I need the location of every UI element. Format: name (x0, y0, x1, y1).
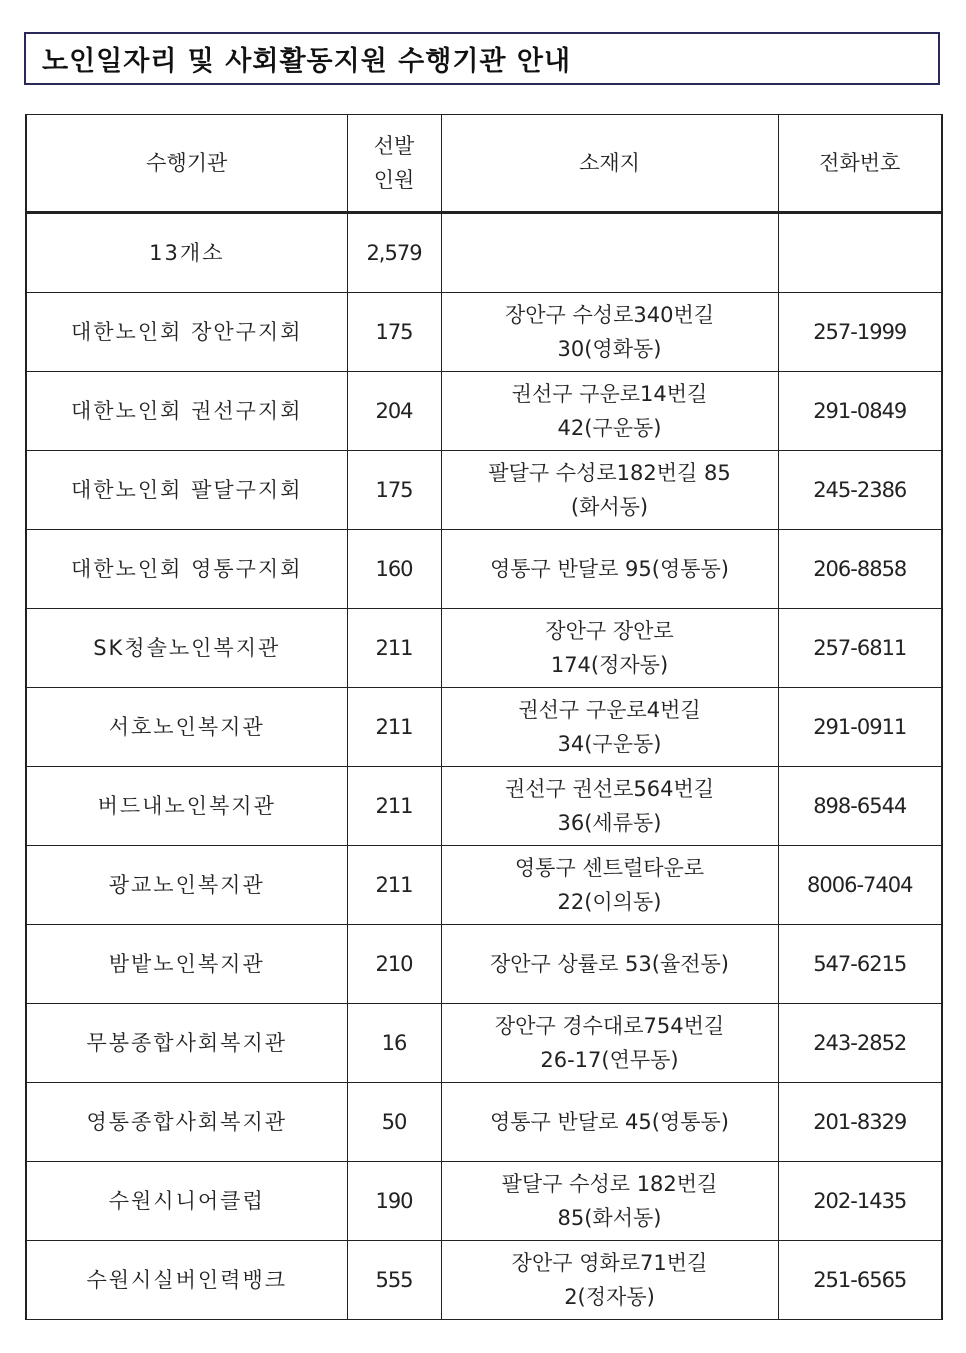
address (441, 530, 778, 609)
selected-count: 175 (347, 293, 441, 372)
org-name: 대한노인회 영통구지회 (26, 530, 347, 609)
address-line1: 팔달구 수성로 182번길 (501, 1172, 718, 1196)
address-line1: 영통구 센트럴타운로 (514, 856, 705, 880)
address-line2: 30(영화동) (557, 337, 662, 361)
org-name: 광교노인복지관 (26, 846, 347, 925)
org-name: SK청솔노인복지관 (26, 609, 347, 688)
table-row (26, 1004, 942, 1083)
address-line2: 42(구운동) (557, 416, 662, 440)
org-name: 대한노인회 권선구지회 (26, 372, 347, 451)
summary-row (26, 213, 942, 293)
org-name: 서호노인복지관 (26, 688, 347, 767)
table-row (26, 688, 942, 767)
phone-number: 201-8329 (778, 1083, 942, 1162)
address (441, 846, 778, 925)
address-line1: 권선구 구운로4번길 (518, 698, 701, 722)
org-name: 수원시실버인력뱅크 (26, 1241, 347, 1320)
address-line1: 권선구 권선로564번길 (504, 777, 715, 801)
address (441, 1241, 778, 1320)
address-line1: 장안구 영화로71번길 (511, 1251, 708, 1275)
phone-number: 251-6565 (778, 1241, 942, 1320)
org-name: 영통종합사회복지관 (26, 1083, 347, 1162)
phone-number: 245-2386 (778, 451, 942, 530)
summary-count: 2,579 (347, 213, 441, 293)
address-line2: 174(정자동) (550, 653, 669, 677)
phone-number: 202-1435 (778, 1162, 942, 1241)
org-name: 대한노인회 팔달구지회 (26, 451, 347, 530)
address (441, 767, 778, 846)
selected-count: 16 (347, 1004, 441, 1083)
agency-table (25, 114, 943, 1320)
address-line2: 85(화서동) (557, 1206, 662, 1230)
header-count (347, 115, 441, 213)
org-name: 수원시니어클럽 (26, 1162, 347, 1241)
selected-count: 210 (347, 925, 441, 1004)
address-line1: 영통구 반달로 95(영통동) (489, 557, 730, 581)
address (441, 688, 778, 767)
address-line2: 34(구운동) (557, 732, 662, 756)
address-line2: 26-17(연무동) (540, 1048, 679, 1072)
address (441, 1004, 778, 1083)
selected-count: 211 (347, 688, 441, 767)
table-row (26, 530, 942, 609)
address-line1: 장안구 수성로340번길 (504, 303, 715, 327)
org-name: 밤밭노인복지관 (26, 925, 347, 1004)
selected-count: 204 (347, 372, 441, 451)
address-line1: 팔달구 수성로182번길 85 (488, 461, 731, 485)
header-count-line2: 인원 (373, 168, 415, 192)
selected-count: 160 (347, 530, 441, 609)
table-row (26, 846, 942, 925)
address-line2: 22(이의동) (557, 890, 662, 914)
selected-count: 555 (347, 1241, 441, 1320)
header-count-line1: 선발 (373, 134, 415, 158)
phone-number: 206-8858 (778, 530, 942, 609)
address (441, 293, 778, 372)
address-line1: 장안구 상률로 53(율전동) (489, 952, 730, 976)
phone-number: 898-6544 (778, 767, 942, 846)
table-row (26, 767, 942, 846)
org-name: 무봉종합사회복지관 (26, 1004, 347, 1083)
table-row (26, 925, 942, 1004)
address (441, 1083, 778, 1162)
address (441, 451, 778, 530)
selected-count: 211 (347, 609, 441, 688)
selected-count: 190 (347, 1162, 441, 1241)
address-line1: 장안구 장안로 (545, 619, 674, 643)
header-org: 수행기관 (26, 115, 347, 213)
selected-count: 50 (347, 1083, 441, 1162)
org-name: 대한노인회 장안구지회 (26, 293, 347, 372)
address-line1: 권선구 구운로14번길 (511, 382, 708, 406)
table-row (26, 609, 942, 688)
table-row (26, 1162, 942, 1241)
phone-number: 257-6811 (778, 609, 942, 688)
address-line2: (화서동) (570, 495, 649, 519)
header-address: 소재지 (441, 115, 778, 213)
summary-phone (778, 213, 942, 293)
table-row (26, 1083, 942, 1162)
summary-org: 13개소 (26, 213, 347, 293)
org-name: 버드내노인복지관 (26, 767, 347, 846)
summary-address (441, 213, 778, 293)
phone-number: 8006-7404 (778, 846, 942, 925)
address (441, 372, 778, 451)
header-row (26, 115, 942, 213)
selected-count: 211 (347, 846, 441, 925)
address-line2: 2(정자동) (564, 1285, 655, 1309)
address-line1: 장안구 경수대로754번길 (494, 1014, 725, 1038)
table-row (26, 451, 942, 530)
phone-number: 291-0849 (778, 372, 942, 451)
title-box (24, 32, 940, 85)
phone-number: 257-1999 (778, 293, 942, 372)
selected-count: 175 (347, 451, 441, 530)
address (441, 925, 778, 1004)
table-row (26, 293, 942, 372)
table-row (26, 1241, 942, 1320)
phone-number: 243-2852 (778, 1004, 942, 1083)
address (441, 609, 778, 688)
address-line1: 영통구 반달로 45(영통동) (489, 1110, 730, 1134)
phone-number: 291-0911 (778, 688, 942, 767)
selected-count: 211 (347, 767, 441, 846)
page-title: 노인일자리 및 사회활동지원 수행기관 안내 (42, 46, 572, 77)
address-line2: 36(세류동) (557, 811, 662, 835)
header-phone: 전화번호 (778, 115, 942, 213)
table-row (26, 372, 942, 451)
address (441, 1162, 778, 1241)
phone-number: 547-6215 (778, 925, 942, 1004)
